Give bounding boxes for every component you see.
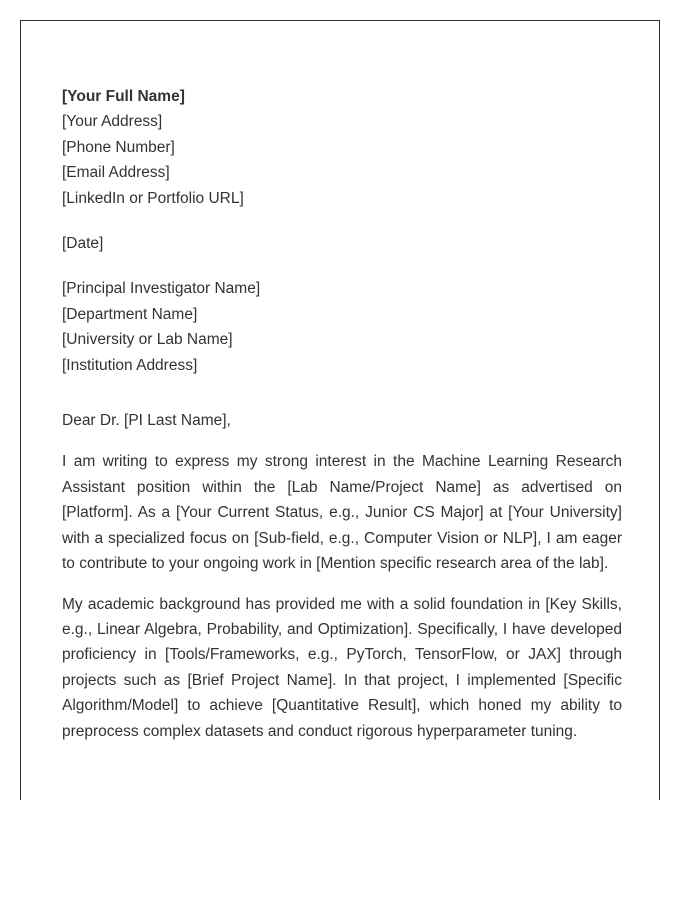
recipient-block [62, 276, 622, 378]
letter-content [62, 84, 622, 744]
sender-email: [Email Address] [62, 164, 170, 182]
recipient-department: [Department Name] [62, 305, 198, 323]
sender-name: [Your Full Name] [62, 88, 185, 105]
letter-date: [Date] [62, 235, 104, 253]
salutation: Dear Dr. [PI Last Name], [62, 412, 231, 430]
date-block [62, 231, 622, 256]
recipient-name: [Principal Investigator Name] [62, 280, 261, 298]
recipient-address: [Institution Address] [62, 356, 198, 374]
sender-linkedin: [LinkedIn or Portfolio URL] [62, 189, 244, 207]
sender-block [62, 84, 622, 211]
sender-address: [Your Address] [62, 113, 163, 131]
letter-page [20, 20, 660, 800]
body-paragraph-1: I am writing to express my strong interest in the Machine Learning Research Assistant position within the [Lab Name/Project Name] as advertised on [Platform]. As a [Your Current Status, e.g., Junior CS Major] at [Your University] with a specialized focus on [Sub-field, e.g., Computer Vision or NLP], I am eager to contribute to your ongoing work in [Mention specific research area of the lab]. [62, 453, 622, 573]
body-paragraph-2: My academic background has provided me with a solid foundation in [Key Skills, e.g., Linear Algebra, Probability, and Optimization]. Specifically, I have developed proficiency in [Tools/Frameworks, e.g., PyTorch, TensorFlow, or JAX] through projects such as [Brief Project Name]. In that project, I implemented [Specific Algorithm/Model] to achieve [Quantitative Result], which honed my ability to preprocess complex datasets and conduct rigorous hyperparameter tuning. [62, 595, 622, 740]
recipient-institution: [University or Lab Name] [62, 331, 233, 349]
sender-phone: [Phone Number] [62, 138, 175, 156]
